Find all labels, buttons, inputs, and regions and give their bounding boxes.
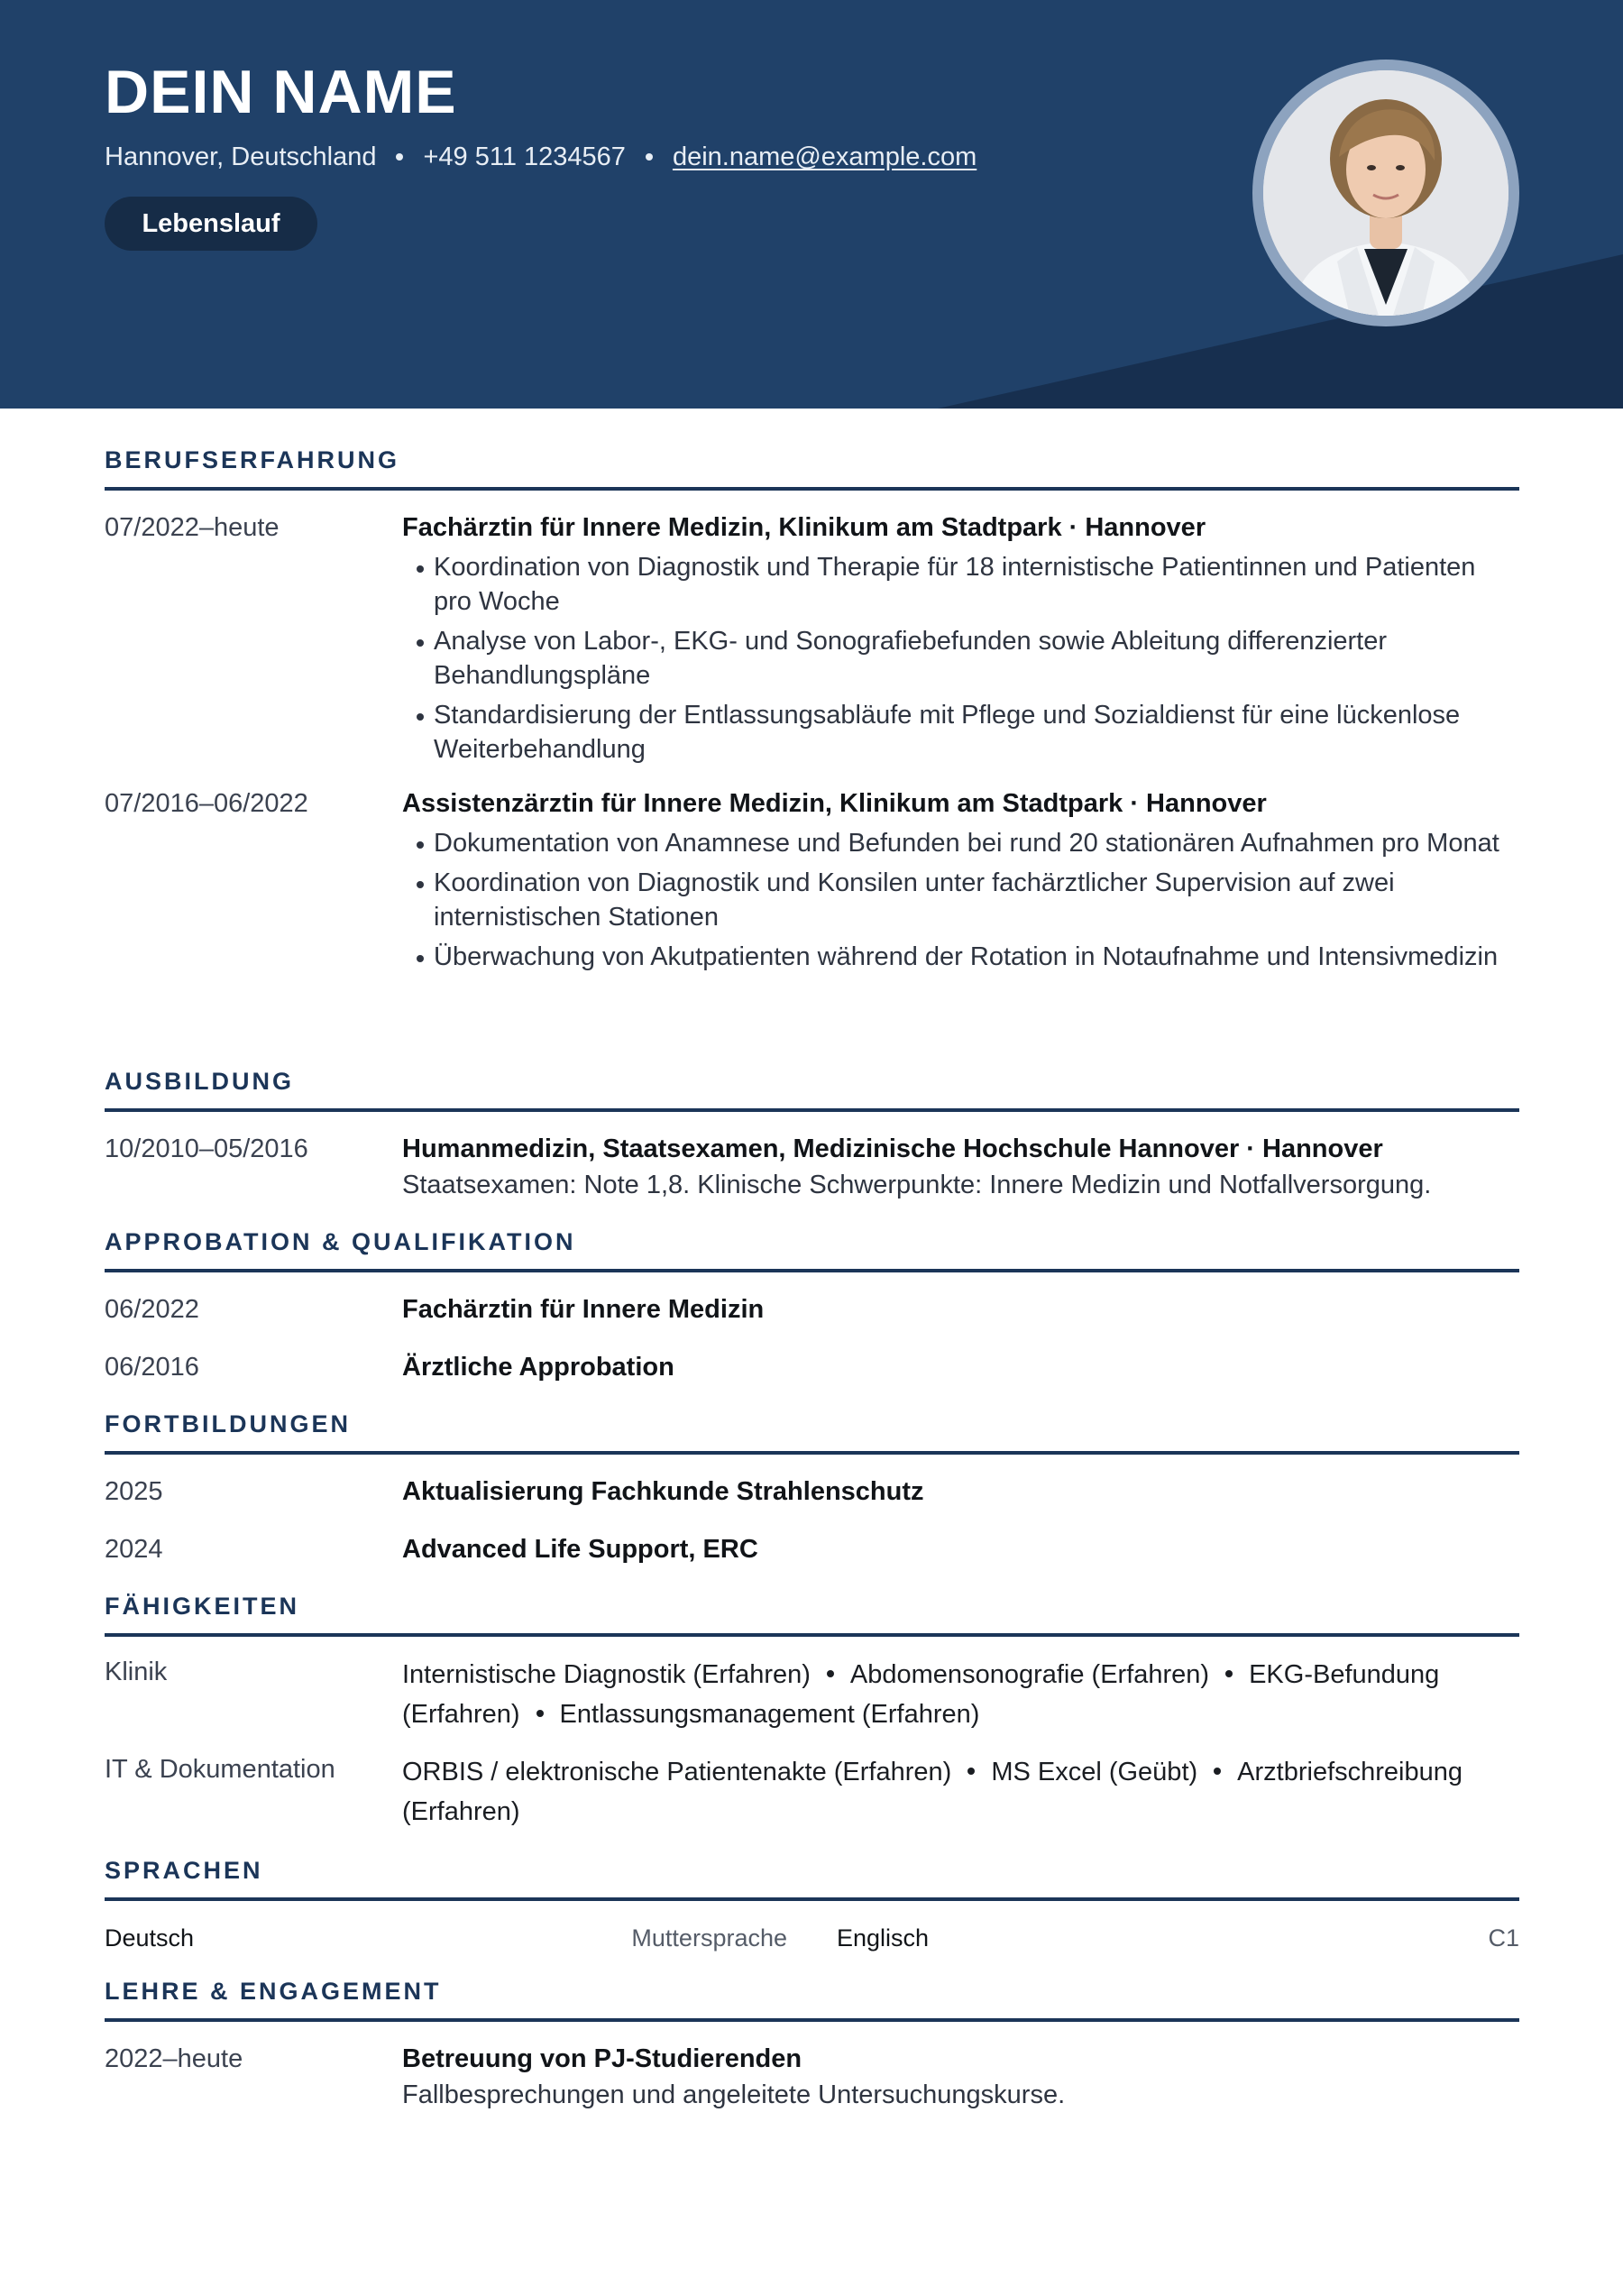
contact-line	[105, 141, 977, 173]
person-name: DEIN NAME	[105, 58, 457, 126]
location-text: Hannover, Deutschland	[105, 142, 377, 171]
training-entry	[105, 1474, 1519, 1509]
language-row	[105, 1923, 1519, 1953]
education-entry	[105, 1132, 1519, 1202]
profile-photo	[1263, 70, 1508, 316]
skill-item: Arztbriefschreibung (Erfahren)	[402, 1758, 1463, 1826]
section-title: APPROBATION & QUALIFIKATION	[105, 1228, 576, 1255]
section-title: SPRACHEN	[105, 1857, 263, 1884]
training-entry	[105, 1532, 1519, 1566]
separator-dot	[967, 1768, 975, 1775]
experience-entry	[105, 786, 1519, 979]
skill-group-label: IT & Dokumentation	[105, 1755, 335, 1784]
profile-photo-frame	[1252, 60, 1519, 326]
entry-title: Fachärztin für Innere Medizin	[402, 1295, 765, 1324]
email-link[interactable]: dein.name@example.com	[672, 142, 977, 171]
section-title: FÄHIGKEITEN	[105, 1593, 300, 1620]
entry-title: Ärztliche Approbation	[402, 1353, 674, 1382]
portrait-illustration	[1263, 70, 1508, 316]
section-skills	[105, 1592, 1519, 1832]
experience-entry	[105, 510, 1519, 772]
entry-title: Advanced Life Support, ERC	[402, 1535, 758, 1564]
separator-dot	[1225, 1670, 1233, 1677]
section-divider	[105, 1633, 1519, 1637]
document-type-badge: Lebenslauf	[105, 197, 317, 251]
teaching-entry	[105, 2042, 1519, 2112]
entry-title: Aktualisierung Fachkunde Strahlenschutz	[402, 1477, 924, 1506]
section-teaching	[105, 1977, 1519, 2112]
section-education	[105, 1067, 1519, 1202]
entry-bullets	[402, 826, 1519, 974]
section-divider	[105, 2018, 1519, 2022]
section-title: LEHRE & ENGAGEMENT	[105, 1978, 442, 2005]
section-languages	[105, 1856, 1519, 1953]
skill-list	[402, 1752, 1519, 1832]
separator-dot	[646, 153, 653, 161]
skill-item: MS Excel (Geübt)	[991, 1758, 1198, 1786]
section-divider	[105, 1108, 1519, 1112]
separator-dot	[536, 1710, 544, 1717]
section-approbation	[105, 1227, 1519, 1384]
section-training	[105, 1410, 1519, 1566]
phone-text[interactable]: +49 511 1234567	[423, 142, 626, 171]
entry-title: Humanmedizin, Staatsexamen, Medizinische Hochschule Hannover · Hannover	[402, 1134, 1383, 1163]
bullet-item: Analyse von Labor-, EKG- und Sonografiebefunden sowie Ableitung differenzierter Behandlungspläne	[402, 624, 1519, 693]
language-level: C1	[1488, 1924, 1519, 1952]
entry-date: 10/2010–05/2016	[105, 1134, 308, 1163]
skill-group	[105, 1752, 1519, 1832]
skill-item: EKG-Befundung (Erfahren)	[402, 1660, 1440, 1729]
language-entry	[105, 1923, 787, 1953]
language-level: Muttersprache	[631, 1924, 787, 1952]
skill-item: Entlassungsmanagement (Erfahren)	[559, 1700, 980, 1729]
bullet-item: Koordination von Diagnostik und Therapie für 18 internistische Patientinnen und Patienten pro Woche	[402, 550, 1519, 619]
entry-title: Fachärztin für Innere Medizin, Klinikum am Stadtpark · Hannover	[402, 513, 1206, 542]
separator-dot	[1214, 1768, 1221, 1775]
language-name: Deutsch	[105, 1924, 195, 1952]
entry-date: 06/2016	[105, 1353, 199, 1382]
entry-date: 2025	[105, 1477, 163, 1506]
section-experience	[105, 445, 1519, 979]
skill-group-label: Klinik	[105, 1658, 168, 1686]
skill-item: ORBIS / elektronische Patientenakte (Erfahren)	[402, 1758, 952, 1786]
section-title: BERUFSERFAHRUNG	[105, 446, 400, 473]
skill-item: Internistische Diagnostik (Erfahren)	[402, 1660, 811, 1689]
section-title: FORTBILDUNGEN	[105, 1410, 351, 1437]
entry-title: Assistenzärztin für Innere Medizin, Klinikum am Stadtpark · Hannover	[402, 789, 1267, 818]
entry-date: 2024	[105, 1535, 163, 1564]
entry-description: Staatsexamen: Note 1,8. Klinische Schwerpunkte: Innere Medizin und Notfallversorgung.	[402, 1171, 1432, 1199]
language-entry	[787, 1923, 1519, 1953]
entry-date: 07/2022–heute	[105, 513, 280, 542]
qualification-entry	[105, 1292, 1519, 1327]
bullet-item: Koordination von Diagnostik und Konsilen unter fachärztlicher Supervision auf zwei internistischen Stationen	[402, 866, 1519, 934]
section-divider	[105, 487, 1519, 491]
skill-list	[402, 1655, 1519, 1734]
separator-dot	[396, 153, 403, 161]
entry-bullets	[402, 550, 1519, 767]
bullet-item: Überwachung von Akutpatienten während der Rotation in Notaufnahme und Intensivmedizin	[402, 940, 1519, 974]
section-divider	[105, 1269, 1519, 1272]
skill-group	[105, 1655, 1519, 1734]
entry-date: 07/2016–06/2022	[105, 789, 308, 818]
entry-date: 06/2022	[105, 1295, 199, 1324]
section-title: AUSBILDUNG	[105, 1068, 294, 1095]
language-name: Englisch	[837, 1924, 930, 1952]
bullet-item: Standardisierung der Entlassungsabläufe mit Pflege und Sozialdienst für eine lückenlose Weiterbehandlung	[402, 698, 1519, 767]
section-divider	[105, 1897, 1519, 1901]
separator-dot	[827, 1670, 834, 1677]
entry-title: Betreuung von PJ-Studierenden	[402, 2044, 802, 2073]
qualification-entry	[105, 1350, 1519, 1384]
header-banner	[0, 0, 1623, 409]
bullet-item: Dokumentation von Anamnese und Befunden bei rund 20 stationären Aufnahmen pro Monat	[402, 826, 1519, 860]
section-divider	[105, 1451, 1519, 1455]
entry-date: 2022–heute	[105, 2044, 243, 2073]
entry-description: Fallbesprechungen und angeleitete Untersuchungskurse.	[402, 2080, 1066, 2109]
skill-item: Abdomensonografie (Erfahren)	[849, 1660, 1210, 1689]
